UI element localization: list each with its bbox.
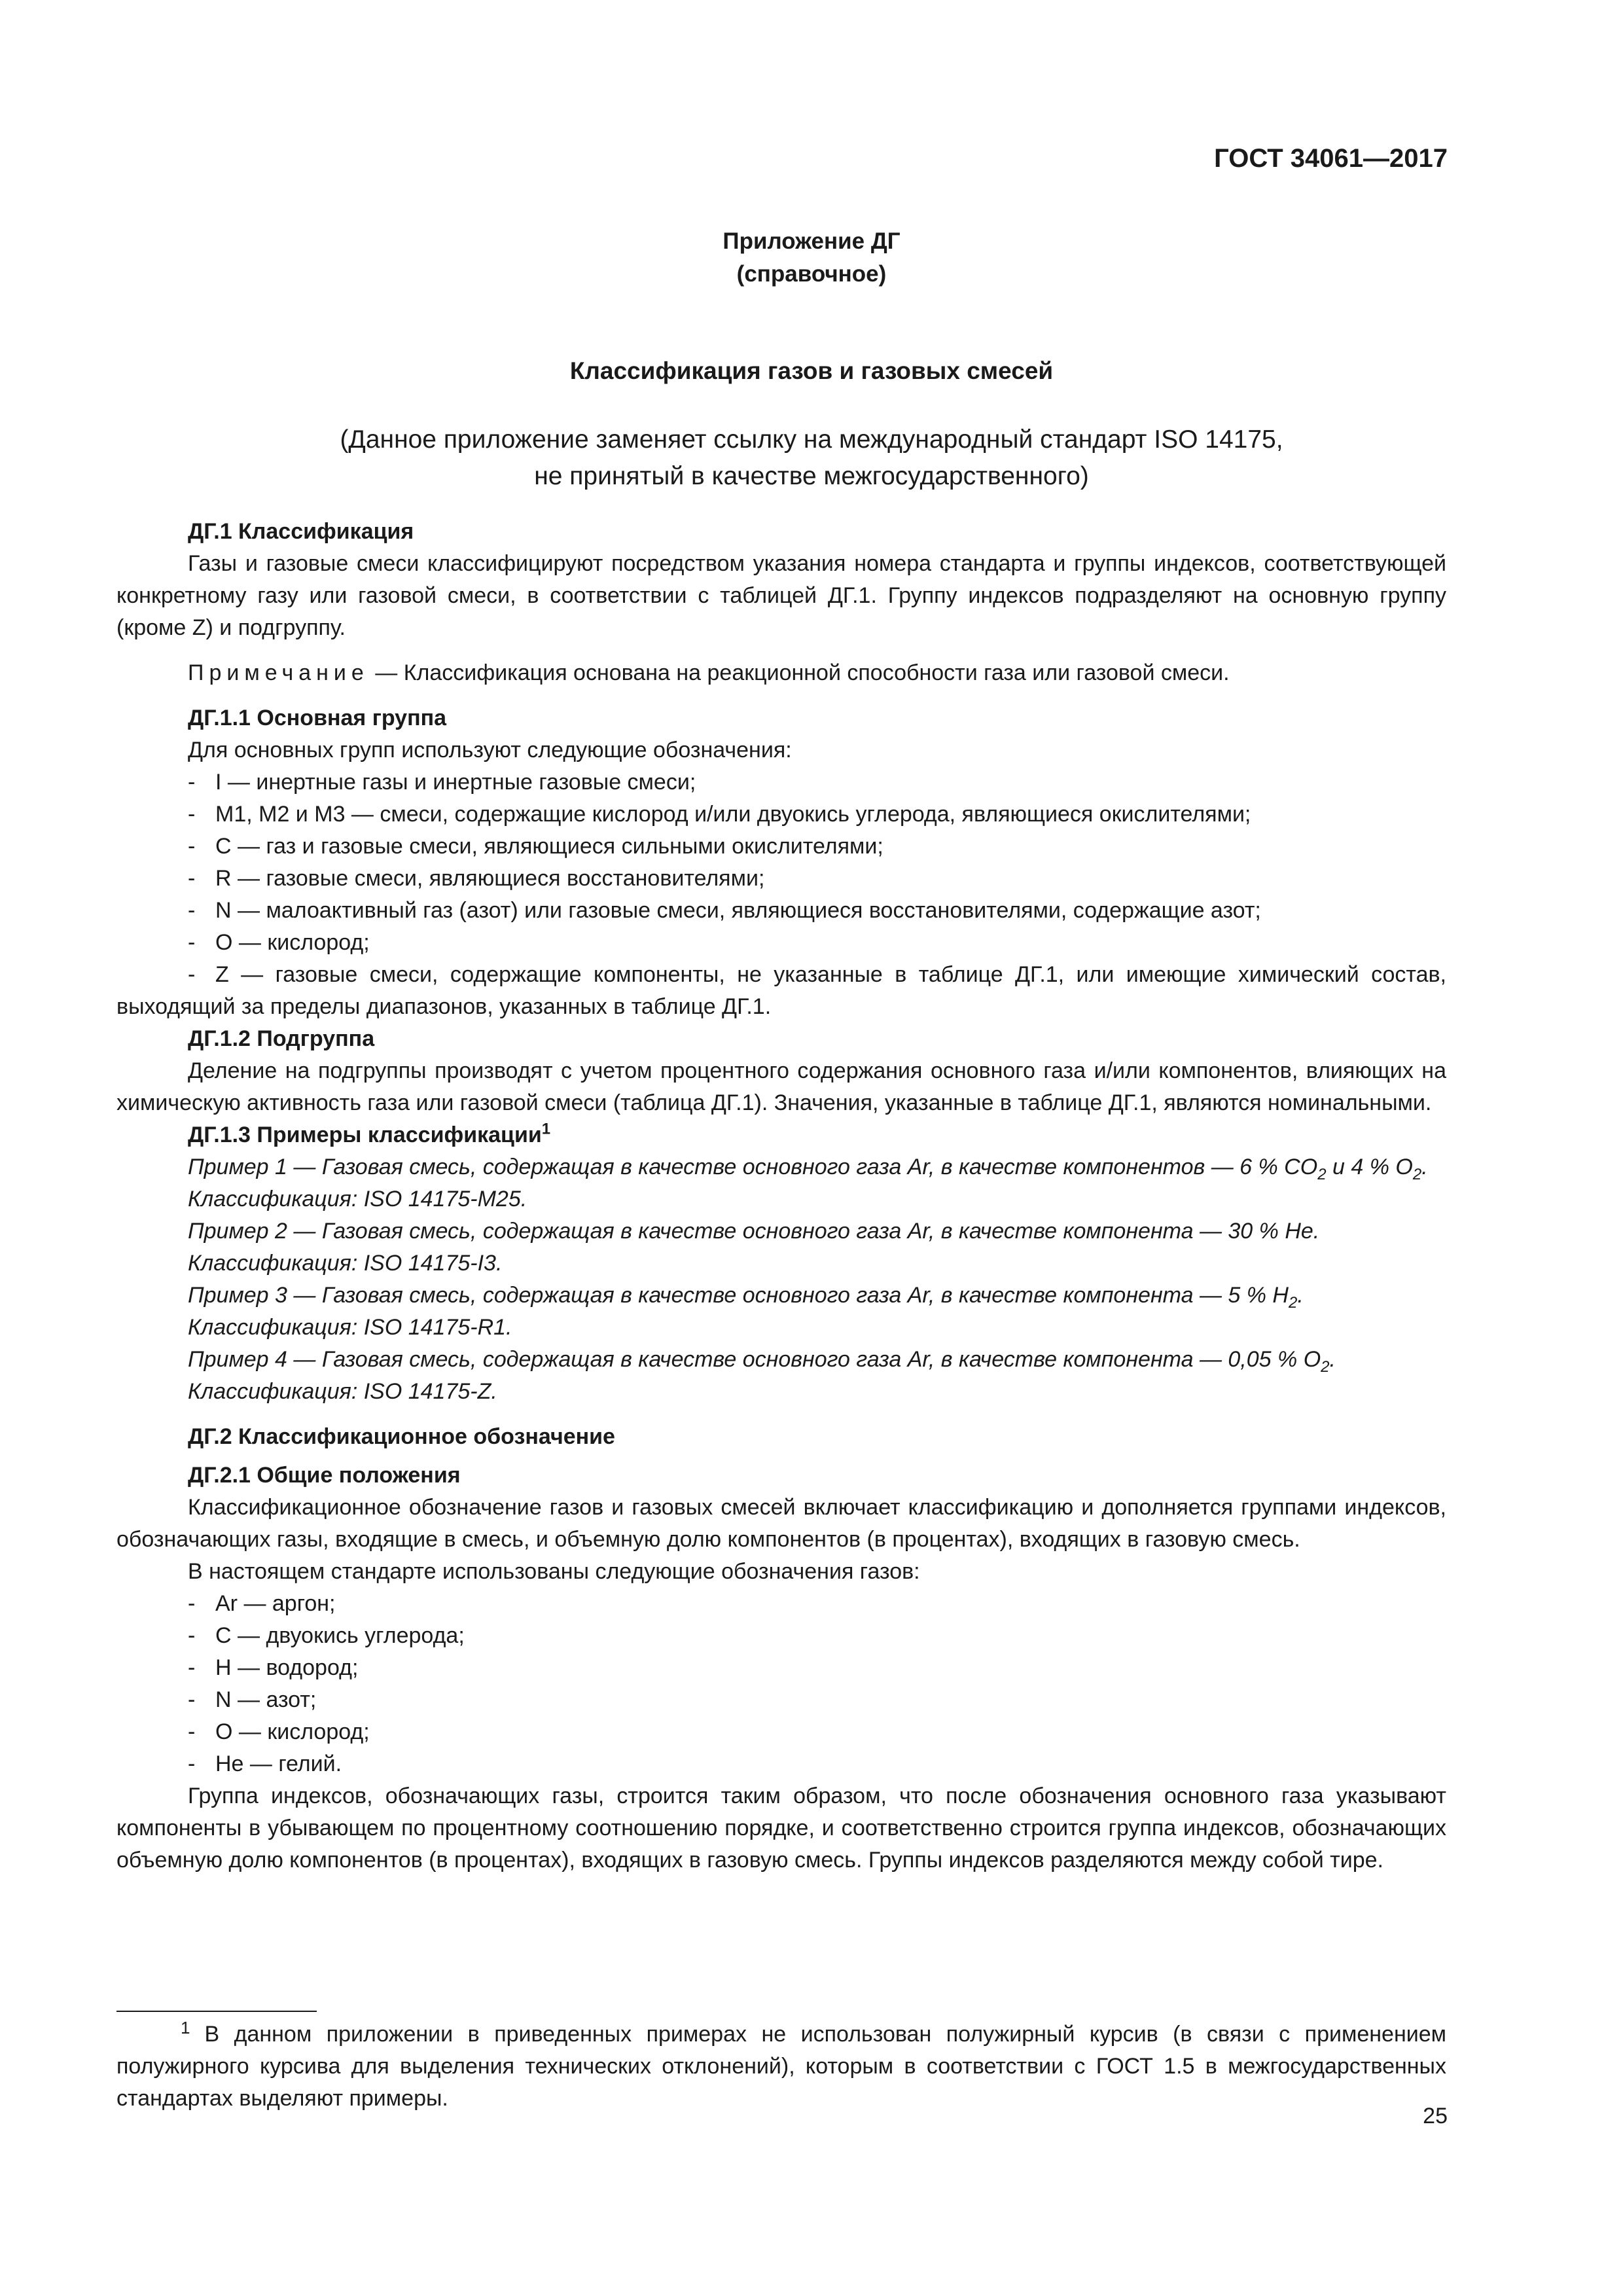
- footnote-marker: 1: [181, 2017, 190, 2037]
- list-item: - H — водород;: [188, 1655, 359, 1680]
- annex-title: Классификация газов и газовых смесей: [569, 357, 1054, 384]
- list-item: - O — кислород;: [188, 1719, 370, 1744]
- subtitle-line-1: (Данное приложение заменяет ссылку на международный стандарт ISO 14175,: [340, 425, 1283, 454]
- standard-code: ГОСТ 34061—2017: [1214, 144, 1448, 173]
- annex-heading: [0, 225, 1623, 291]
- list-item: - Ar — аргон;: [188, 1591, 336, 1616]
- list-item: - N — малоактивный газ (азот) или газовые смеси, являющиеся восстановителями, содержащие азот;: [188, 898, 1261, 923]
- paragraph-index-groups: Группа индексов, обозначающих газы, строится таким образом, что после обозначения основного газа указывают компоненты в убывающем по процентному соотношению порядке, и соответственно строится группа индексов, обозначающих объемную долю компонентов (в процентах), входящих в газовую смесь. Группы индексов разделяются между собой тире.: [116, 1784, 1446, 1873]
- note-text: — Классификация основана на реакционной способности газа или газовой смеси.: [368, 660, 1230, 685]
- paragraph-gases-intro: В настоящем стандарте использованы следующие обозначения газов:: [188, 1559, 920, 1584]
- list-item: - C — газ и газовые смеси, являющиеся сильными окислителями;: [188, 834, 883, 859]
- footnote-reference: 1: [541, 1120, 551, 1138]
- list-item: - I — инертные газы и инертные газовые смеси;: [188, 770, 696, 795]
- subtitle-line-2: не принятый в качестве межгосударственного): [534, 462, 1089, 490]
- classification-2: Классификация: ISO 14175-I3.: [188, 1251, 503, 1276]
- example-1: Пример 1 — Газовая смесь, содержащая в качестве основного газа Ar, в качестве компонентов — 6 % $CO_2$ и 4 % $O_2$.: [188, 1155, 1428, 1183]
- note: [116, 657, 1446, 689]
- list-item: - C — двуокись углерода;: [188, 1623, 465, 1648]
- section-heading-dg1: ДГ.1 Классификация: [188, 519, 414, 544]
- annex-subtitle: [0, 422, 1623, 495]
- footnote-divider: [116, 2011, 317, 2012]
- annex-type: (справочное): [736, 261, 887, 287]
- list-item: - He — гелий.: [188, 1751, 342, 1776]
- footnote-text: В данном приложении в приведенных примерах не использован полужирный курсив (в связи с применением полужирного курсива для выделения технических отклонений), которым в соответствии с ГОСТ 1.5 в межгосударственных стандартах выделяют примеры.: [116, 2022, 1446, 2111]
- section-heading-dg13: ДГ.1.3 Примеры классификации$^1$: [188, 1120, 551, 1147]
- classification-4: Классификация: ISO 14175-Z.: [188, 1379, 497, 1404]
- paragraph-classification: Газы и газовые смеси классифицируют посредством указания номера стандарта и группы индексов, соответствующей конкретному газу или газовой смеси, в соответствии с таблицей ДГ.1. Группу индексов подразделяют на основную группу (кроме Z) и подгруппу.: [116, 551, 1446, 640]
- section-heading-dg12: ДГ.1.2 Подгруппа: [188, 1026, 375, 1051]
- example-2: Пример 2 — Газовая смесь, содержащая в качестве основного газа Ar, в качестве компонента — 30 % He.: [188, 1219, 1320, 1244]
- page-number: 25: [1423, 2104, 1448, 2128]
- note-label: Примечание: [188, 660, 369, 685]
- document-body: [116, 516, 1446, 1876]
- section-heading-dg11: ДГ.1.1 Основная группа: [188, 706, 447, 730]
- list-item: - R — газовые смеси, являющиеся восстановителями;: [188, 866, 765, 891]
- section-heading-dg2: ДГ.2 Классификационное обозначение: [188, 1424, 615, 1449]
- footnote: [116, 2018, 1446, 2115]
- paragraph-subgroup: Деление на подгруппы производят с учетом процентного содержания основного газа и/или компонентов, влияющих на химическую активность газа или газовой смеси (таблица ДГ.1). Значения, указанные в таблице ДГ.1, являются номинальными.: [116, 1058, 1446, 1115]
- list-item: - M1, M2 и M3 — смеси, содержащие кислород и/или двуокись углерода, являющиеся окислителями;: [188, 802, 1251, 827]
- example-3: Пример 3 — Газовая смесь, содержащая в качестве основного газа Ar, в качестве компонента — 5 % $H_2$.: [188, 1283, 1304, 1312]
- example-4: Пример 4 — Газовая смесь, содержащая в качестве основного газа Ar, в качестве компонента — 0,05 % $O_2$.: [188, 1347, 1336, 1376]
- section-heading-dg21: ДГ.2.1 Общие положения: [188, 1463, 461, 1488]
- paragraph-designation: Классификационное обозначение газов и газовых смесей включает классификацию и дополняется группами индексов, обозначающих газы, входящие в смесь, и объемную долю компонентов (в процентах), входящих в газовую смесь.: [116, 1495, 1446, 1552]
- list-item: - N — азот;: [188, 1687, 317, 1712]
- paragraph-main-group-intro: Для основных групп используют следующие обозначения:: [188, 738, 792, 762]
- list-item: - Z — газовые смеси, содержащие компоненты, не указанные в таблице ДГ.1, или имеющие химический состав, выходящий за пределы диапазонов, указанных в таблице ДГ.1.: [116, 962, 1446, 1019]
- classification-3: Классификация: ISO 14175-R1.: [188, 1315, 512, 1340]
- list-item: - O — кислород;: [188, 930, 370, 955]
- annex-name: Приложение ДГ: [722, 228, 901, 254]
- classification-1: Классификация: ISO 14175-M25.: [188, 1187, 527, 1211]
